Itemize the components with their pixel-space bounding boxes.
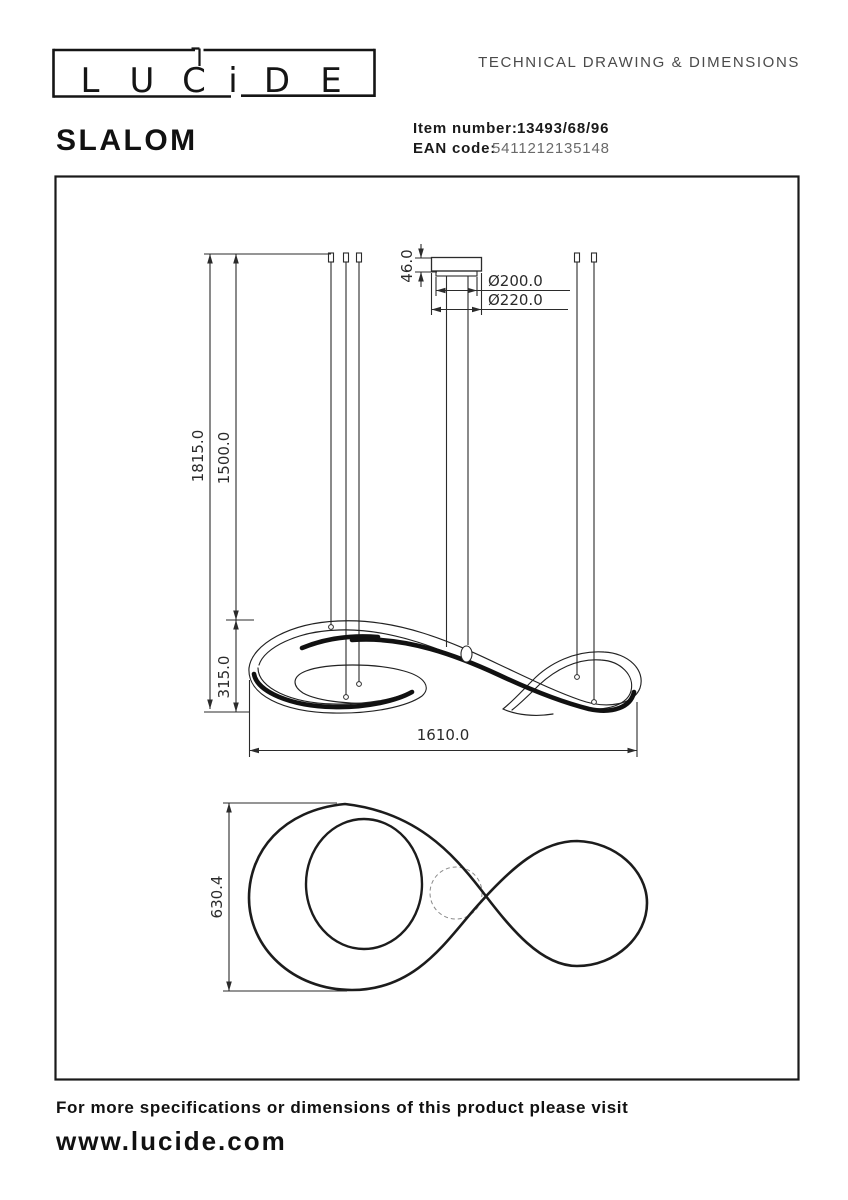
logo-letter: C [182, 61, 206, 101]
arrow [233, 620, 239, 630]
product-meta [413, 120, 610, 157]
extension-line [436, 277, 477, 296]
dimension-fixture-width [250, 680, 638, 757]
ceiling-canopy [432, 258, 482, 277]
wire-hook [344, 253, 349, 262]
logo-letter: L [80, 61, 100, 101]
ribbon-outline [249, 804, 647, 990]
logo-letter: E [320, 61, 342, 101]
logo-letter: D [263, 61, 291, 101]
led-stripe [254, 674, 412, 707]
dimension-label: 1500.0 [215, 431, 233, 485]
wire-connector [575, 675, 580, 680]
dimension-label: Ø220.0 [488, 291, 543, 309]
arrow [432, 307, 442, 313]
logo-letter: U [129, 61, 155, 101]
extension-line [415, 258, 437, 272]
item-number-label: Item number: [413, 120, 518, 137]
wire-connector [592, 700, 597, 705]
arrow [418, 249, 424, 259]
dimension-label: 1815.0 [189, 429, 207, 483]
rod-connector [461, 646, 472, 662]
lucide-logo [54, 49, 375, 102]
ribbon-band [249, 621, 641, 716]
ean-value: 5411212135148 [492, 140, 610, 157]
arrow [418, 272, 424, 282]
arrow [472, 307, 482, 313]
footer-website: www.lucide.com [56, 1126, 287, 1156]
dimension-label: 46.0 [398, 249, 416, 283]
wire-connector [329, 625, 334, 630]
wire-hook [575, 253, 580, 262]
dimension-label: 315.0 [215, 655, 233, 699]
ribbon-edge [503, 709, 553, 715]
product-name: SLALOM [56, 124, 198, 157]
wire-hook [357, 253, 362, 262]
dimension-label: 630.4 [208, 875, 226, 919]
fixture-side-view [249, 253, 641, 715]
arrow [226, 803, 232, 813]
footer-note: For more specifications or dimensions of this product please visit [56, 1098, 629, 1117]
dimension-label: Ø200.0 [488, 272, 543, 290]
drawing-frame [56, 177, 799, 1080]
extension-line [250, 680, 638, 757]
central-rod [447, 276, 469, 647]
dimension-fixture-height [215, 620, 239, 712]
logo-letter: i [228, 61, 238, 101]
canopy-lip [436, 271, 477, 276]
wire-hook [592, 253, 597, 262]
fixture-top-view [249, 804, 647, 990]
arrow [233, 611, 239, 621]
document-title: TECHNICAL DRAWING & DIMENSIONS [478, 54, 800, 71]
arrow [233, 254, 239, 264]
ean-label: EAN code: [413, 140, 497, 157]
dimension-label: 1610.0 [416, 726, 470, 744]
arrow [207, 700, 213, 710]
wire-connector [357, 682, 362, 687]
ribbon-inner-loop [306, 819, 422, 949]
suspension-wires [329, 253, 597, 700]
item-number-value: 13493/68/96 [517, 120, 610, 137]
canopy-plate [432, 258, 482, 272]
arrow [207, 254, 213, 264]
dimension-suspension-length [215, 254, 254, 620]
arrow [233, 703, 239, 713]
arrow [628, 748, 638, 754]
arrow [468, 288, 478, 294]
wire-connector [344, 695, 349, 700]
arrow [226, 982, 232, 992]
arrow [250, 748, 260, 754]
arrow [436, 288, 446, 294]
